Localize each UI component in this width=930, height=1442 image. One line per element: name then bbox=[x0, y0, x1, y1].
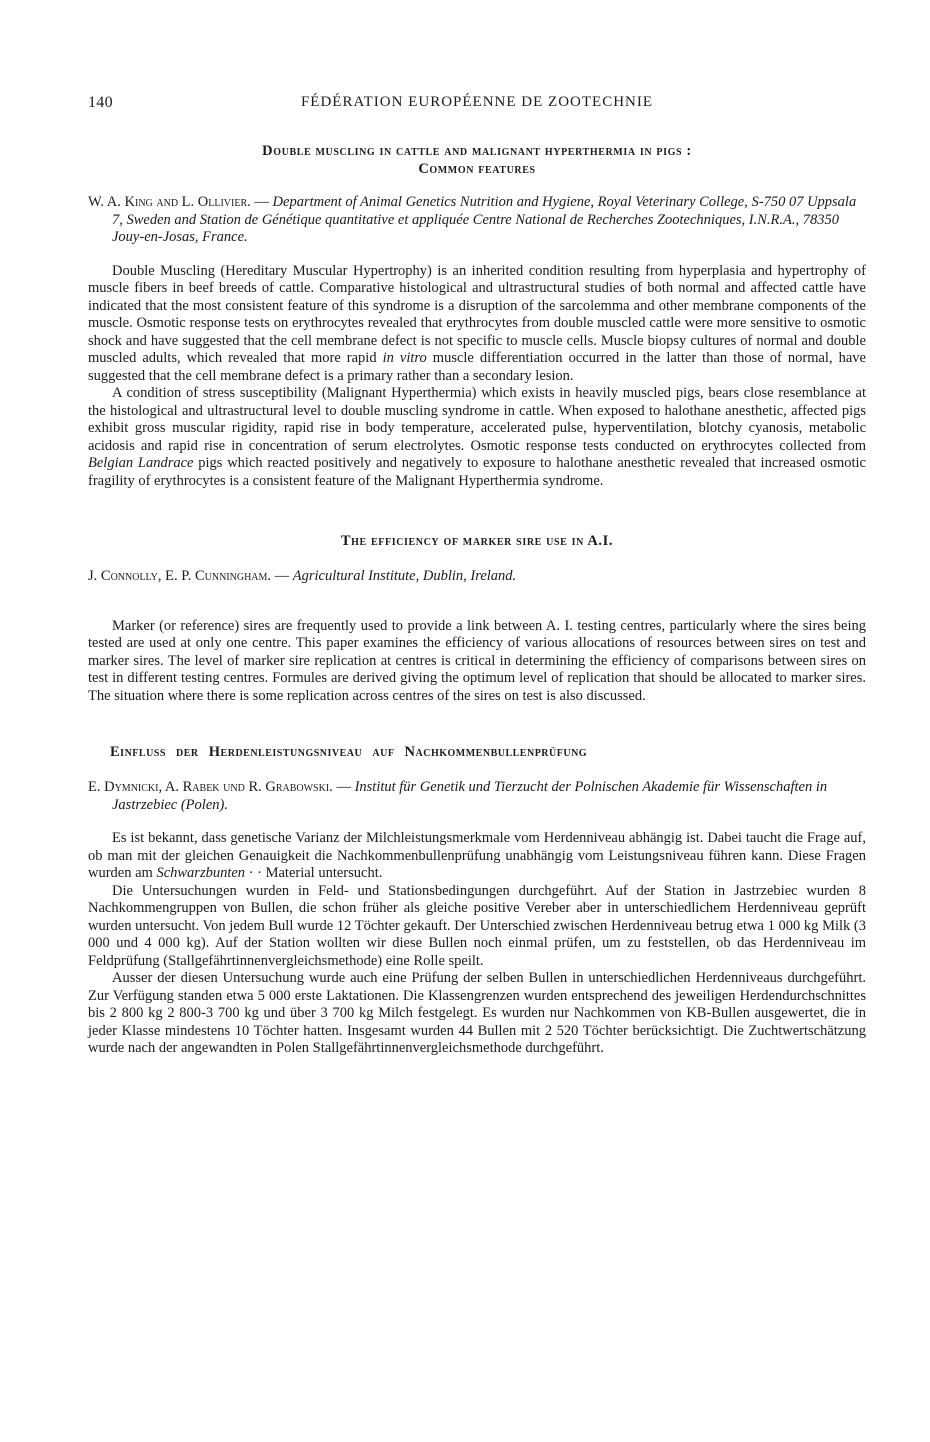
paragraph-text: muscle differentiation occurred in the latter than those of normal, have suggested that the cell membrane defect is a primary rather than a secondary lesion. bbox=[88, 350, 866, 384]
title-line: The efficiency of marker sire use in A.I. bbox=[340, 533, 614, 549]
document-page bbox=[88, 94, 866, 1058]
title-line: Einfluss der Herdenleistungsniveau auf Nachkommenbullenprüfung bbox=[110, 744, 588, 760]
article-title bbox=[88, 743, 866, 761]
paragraph-text: A condition of stress susceptibility (Malignant Hyperthermia) which exists in heavily muscled pigs, bears close resemblance at the histological and ultrastructural level to double muscling syndrome in cattle. When exposed to halothane anesthetic, affected pigs exhibit gross muscular rigidity, rapid rise in body temperature, accelerated pulse, hyperventilation, blotchy cyanosis, metabolic acidosis and rapid rise in concentration of serum electrolytes. Osmotic response tests conducted on erythrocytes collected from bbox=[88, 385, 866, 454]
byline bbox=[88, 779, 866, 814]
byline bbox=[88, 568, 866, 586]
paragraph-text: pigs which reacted positively and negatively to exposure to halothane anesthetic revealed that increased osmotic fragility of erythrocytes is a consistent feature of the Malignant Hyperthermia syndrome. bbox=[88, 455, 866, 489]
italic-term: in vitro bbox=[382, 350, 427, 366]
authors: J. Connolly, E. P. Cunningham. bbox=[88, 568, 272, 584]
abstract-paragraph bbox=[88, 883, 866, 971]
article-marker-sire bbox=[88, 532, 866, 705]
affiliation: Institut für Genetik und Tierzucht der Polnischen Akademie für Wissenschaften in Jastrzebiec (Polen). bbox=[112, 779, 828, 813]
article-title bbox=[88, 142, 866, 178]
article-herdenleistungsniveau bbox=[88, 743, 866, 1058]
paragraph-text: Es ist bekannt, dass genetische Varianz der Milchleistungsmerkmale vom Herdenniveau abhängig ist. Dabei taucht die Frage auf, ob man mit der gleichen Genauigkeit die Nachkommenbullenprüfung unabhängig vom Leistungsniveau führen kann. Diese Fragen wurden am bbox=[88, 830, 866, 881]
title-line: Double muscling in cattle and malignant hyperthermia in pigs : bbox=[262, 143, 692, 159]
authors: E. Dymnicki, A. Rabek und R. Grabowski. bbox=[88, 779, 333, 795]
affiliation: Agricultural Institute, Dublin, Ireland. bbox=[292, 568, 517, 584]
abstract-paragraph bbox=[88, 618, 866, 706]
paragraph-text: · · Material untersucht. bbox=[245, 865, 383, 881]
running-head bbox=[88, 94, 866, 120]
byline-dash: — bbox=[332, 779, 355, 795]
byline-dash: — bbox=[271, 568, 293, 584]
page-number: 140 bbox=[88, 94, 113, 111]
authors: W. A. King and L. Ollivier. bbox=[88, 194, 251, 210]
abstract-paragraph bbox=[88, 385, 866, 490]
title-line: Common features bbox=[418, 161, 536, 177]
abstract-paragraph bbox=[88, 970, 866, 1058]
article-double-muscling bbox=[88, 142, 866, 490]
paragraph-text: Ausser der diesen Untersuchung wurde auch eine Prüfung der selben Bullen in unterschiedlichen Herdenniveaus durchgeführt. Zur Verfügung standen etwa 5 000 erste Laktationen. Die Klassengrenzen wurden entsprechend des jeweiligen Herdendurchschnittes bis 2 800 kg 2 800-3 700 kg und über 3 700 kg Milch festgelegt. Es wurden nur Nachkommen von KB-Bullen ausgewertet, die in jeder Klasse mindestens 10 Töchter hatten. Insgesamt wurden 44 Bullen mit 2 520 Töchter berücksichtigt. Die Zuchtwertschätzung wurde nach der angewandten in Polen Stallgefährtinnenvergleichsmethode durchgeführt. bbox=[88, 970, 866, 1056]
italic-term: Schwarzbunten bbox=[156, 865, 246, 881]
paragraph-text: Die Untersuchungen wurden in Feld- und Stationsbedingungen durchgeführt. Auf der Station in Jastrzebiec wurden 8 Nachkommengruppen von Bullen, die schon früher als gleiche positive Vereber aber in unterschiedlichem Herdenniveau geprüft wurden untersucht. Von jedem Bull wurde 12 Töchter gekauft. Der Unterschied zwischen Herdenniveau betrug etwa 1 000 kg Milk (3 000 und 4 000 kg). Auf der Station wollten wir diese Bullen noch einmal prüfen, um zu feststellen, ob das Herdenniveau im Feldprüfung (Stallgefährtinnenvergleichsmethode) eine Rolle speilt. bbox=[88, 882, 866, 969]
journal-title: FÉDÉRATION EUROPÉENNE DE ZOOTECHNIE bbox=[300, 94, 654, 110]
italic-term: Belgian Landrace bbox=[88, 455, 194, 471]
abstract-paragraph bbox=[88, 830, 866, 883]
affiliation: Department of Animal Genetics Nutrition and Hygiene, Royal Veterinary College, S-750 07 Uppsala 7, Sweden and Station de Génétique quantitative et appliquée Centre National de Recherches Zootechniques, I.N.R.A., 78350 Jouy-en-Josas, France. bbox=[112, 194, 857, 245]
paragraph-text: Marker (or reference) sires are frequently used to provide a link between A. I. testing centres, particularly where the sires being tested are used at only one centre. This paper examines the efficiency of various allocations of resources between sires on test and marker sires. The level of marker sire replication at centres is critical in determining the efficiency of comparisons between sires on test in different testing centres. Formules are derived giving the optimum level of replication that should be allocated to marker sires. The situation where there is some replication across centres of the sires on test is also discussed. bbox=[88, 617, 866, 704]
abstract-paragraph bbox=[88, 263, 866, 386]
article-title bbox=[88, 532, 866, 550]
byline-dash: — bbox=[250, 194, 273, 210]
paragraph-text: Double Muscling (Hereditary Muscular Hypertrophy) is an inherited condition resulting from hyperplasia and hypertrophy of muscle fibers in beef breeds of cattle. Comparative histological and ultrastructural studies of both normal and affected cattle have indicated that the most consistent feature of this syndrome is a disruption of the sarcolemma and other membrane components of the muscle. Osmotic response tests on erythrocytes revealed that erythrocytes from double muscled cattle were more sensitive to osmotic shock and have suggested that the cell membrane defect is not specific to muscle cells. Muscle biopsy cultures of normal and double muscled adults, which revealed that more rapid bbox=[88, 262, 866, 366]
byline bbox=[88, 194, 866, 247]
